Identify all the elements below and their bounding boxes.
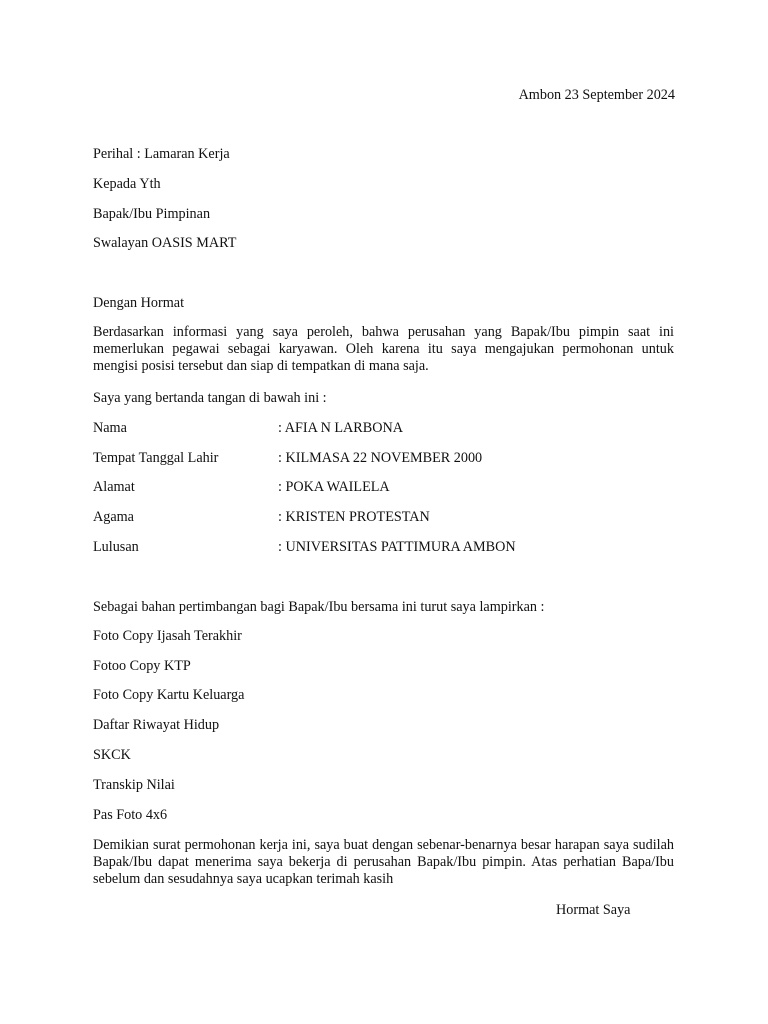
letter-subject: Perihal : Lamaran Kerja (93, 146, 230, 162)
list-item: Pas Foto 4x6 (93, 807, 168, 823)
list-item: Fotoo Copy KTP (93, 658, 191, 674)
identity-value: : UNIVERSITAS PATTIMURA AMBON (278, 539, 516, 555)
recipient-line: Kepada Yth (93, 176, 161, 192)
identity-value: : AFIA N LARBONA (278, 420, 403, 436)
identity-label: Tempat Tanggal Lahir (93, 450, 219, 466)
signed-intro: Saya yang bertanda tangan di bawah ini : (93, 390, 327, 406)
letter-date: Ambon 23 September 2024 (518, 87, 675, 103)
list-item: SKCK (93, 747, 131, 763)
closing-signature: Hormat Saya (556, 902, 631, 918)
list-item: Foto Copy Ijasah Terakhir (93, 628, 242, 644)
recipient-line: Bapak/Ibu Pimpinan (93, 206, 211, 222)
identity-value: : POKA WAILELA (278, 479, 390, 495)
salutation: Dengan Hormat (93, 295, 185, 311)
identity-label: Alamat (93, 479, 135, 495)
identity-label: Nama (93, 420, 127, 436)
identity-value: : KRISTEN PROTESTAN (278, 509, 430, 525)
identity-label: Agama (93, 509, 134, 525)
list-item: Foto Copy Kartu Keluarga (93, 687, 245, 703)
list-item: Daftar Riwayat Hidup (93, 717, 220, 733)
closing-paragraph: Demikian surat permohonan kerja ini, saya buat dengan sebenar-benarnya besar harapan saya sudilah Bapak/Ibu dapat menerima saya bekerja di perusahan Bapak/Ibu pimpin. Atas perhatian Bapa/Ibu sebelum dan sesudahnya saya ucapkan terimah kasih (93, 837, 674, 887)
list-item: Transkip Nilai (93, 777, 175, 793)
identity-label: Lulusan (93, 539, 139, 555)
identity-value: : KILMASA 22 NOVEMBER 2000 (278, 450, 483, 466)
recipient-line: Swalayan OASIS MART (93, 235, 237, 251)
intro-paragraph: Berdasarkan informasi yang saya peroleh, bahwa perusahan yang Bapak/Ibu pimpin saat ini memerlukan pegawai sebagai karyawan. Oleh karena itu saya mengajukan permohonan untuk mengisi posisi tersebut dan siap di tempatkan di mana saja. (93, 324, 674, 374)
attachments-intro: Sebagai bahan pertimbangan bagi Bapak/Ibu bersama ini turut saya lampirkan : (93, 599, 545, 615)
